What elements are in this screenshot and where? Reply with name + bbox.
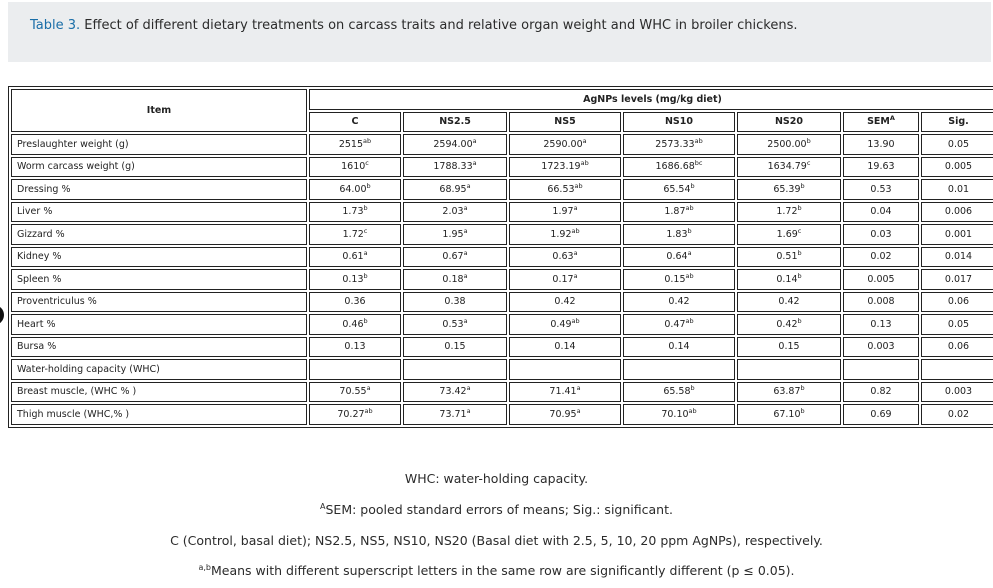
table-cell: 0.61$^a$	[309, 247, 401, 268]
table-caption-text: Effect of different dietary treatments on carcass traits and relative organ weight and WHC in broiler chickens.	[84, 18, 798, 33]
table-row	[11, 337, 993, 358]
column-header: C	[309, 112, 401, 133]
table-cell: 0.005	[921, 157, 993, 178]
table-cell: 0.42$^b$	[737, 314, 841, 335]
footnote-means: $^{a,b}$Means with different superscript letters in the same row are significantly different (p ≤ 0.05).	[198, 563, 795, 578]
table-cell: 73.42$^a$	[403, 382, 507, 403]
table-cell: 0.53	[843, 179, 919, 200]
table-cell: 0.03	[843, 224, 919, 245]
table-row	[11, 314, 993, 335]
table-cell: 70.10$^{ab}$	[623, 404, 735, 425]
table-cell: 1.73$^b$	[309, 202, 401, 223]
table-cell: 0.15	[737, 337, 841, 358]
row-label: Liver %	[11, 202, 307, 223]
table-row	[11, 404, 993, 425]
table-cell: 0.13	[309, 337, 401, 358]
table-cell: 1723.19$^{ab}$	[509, 157, 621, 178]
table-row	[11, 134, 993, 155]
table-cell: 0.05	[921, 134, 993, 155]
row-label: Gizzard %	[11, 224, 307, 245]
table-cell: 65.54$^b$	[623, 179, 735, 200]
table-cell: 1686.68$^{bc}$	[623, 157, 735, 178]
column-header: NS10	[623, 112, 735, 133]
table-cell: 0.005	[843, 269, 919, 290]
table-row	[11, 157, 993, 178]
group-header: AgNPs levels (mg/kg diet)	[309, 89, 993, 110]
table-row	[11, 382, 993, 403]
table-cell: 0.15$^{ab}$	[623, 269, 735, 290]
table-cell: 0.02	[843, 247, 919, 268]
table-cell: 65.58$^b$	[623, 382, 735, 403]
table-cell: 0.06	[921, 292, 993, 313]
table-cell: 70.55$^a$	[309, 382, 401, 403]
table-cell: 2.03$^a$	[403, 202, 507, 223]
table-cell: 0.64$^a$	[623, 247, 735, 268]
table-cell	[309, 359, 401, 380]
table-cell: 2594.00$^a$	[403, 134, 507, 155]
table-cell: 0.05	[921, 314, 993, 335]
column-header: NS20	[737, 112, 841, 133]
footnote-treatments: C (Control, basal diet); NS2.5, NS5, NS10, NS20 (Basal diet with 2.5, 5, 10, 20 ppm AgNPs), respectively.	[170, 533, 823, 548]
table-cell: 0.06	[921, 337, 993, 358]
table-cell: 1.97$^a$	[509, 202, 621, 223]
table-cell: 0.13	[843, 314, 919, 335]
table-cell	[737, 359, 841, 380]
row-label: Kidney %	[11, 247, 307, 268]
table-row	[11, 224, 993, 245]
table-row	[11, 179, 993, 200]
table-cell: 64.00$^b$	[309, 179, 401, 200]
table-caption-label[interactable]: Table 3.	[30, 18, 81, 33]
table-cell: 0.017	[921, 269, 993, 290]
table-cell: 2573.33$^{ab}$	[623, 134, 735, 155]
table-cell: 1.72$^c$	[309, 224, 401, 245]
table-cell: 70.27$^{ab}$	[309, 404, 401, 425]
table-cell: 1.69$^c$	[737, 224, 841, 245]
table-row	[11, 202, 993, 223]
table-cell: 0.42	[509, 292, 621, 313]
row-label: Water-holding capacity (WHC)	[11, 359, 307, 380]
table-cell: 71.41$^a$	[509, 382, 621, 403]
row-label: Preslaughter weight (g)	[11, 134, 307, 155]
table-cell: 0.14$^b$	[737, 269, 841, 290]
table-cell: 1788.33$^a$	[403, 157, 507, 178]
table-cell: 0.008	[843, 292, 919, 313]
table-cell: 0.014	[921, 247, 993, 268]
table-cell: 0.15	[403, 337, 507, 358]
row-label: Thigh muscle (WHC,% )	[11, 404, 307, 425]
table-cell: 0.01	[921, 179, 993, 200]
table-cell: 1.72$^b$	[737, 202, 841, 223]
table-cell: 65.39$^b$	[737, 179, 841, 200]
column-header: NS5	[509, 112, 621, 133]
item-header: Item	[11, 89, 307, 132]
table-cell: 0.53$^a$	[403, 314, 507, 335]
row-label: Spleen %	[11, 269, 307, 290]
table-cell: 0.82	[843, 382, 919, 403]
table-cell: 68.95$^a$	[403, 179, 507, 200]
column-header: NS2.5	[403, 112, 507, 133]
table-cell: 66.53$^{ab}$	[509, 179, 621, 200]
table-row	[11, 359, 993, 380]
table-cell: 2590.00$^a$	[509, 134, 621, 155]
table-cell: 0.69	[843, 404, 919, 425]
table-cell: 0.003	[843, 337, 919, 358]
table-cell: 1.83$^b$	[623, 224, 735, 245]
table-caption	[8, 2, 991, 62]
table-body	[11, 134, 993, 425]
table-cell: 0.13$^b$	[309, 269, 401, 290]
row-label: Worm carcass weight (g)	[11, 157, 307, 178]
table-cell: 73.71$^a$	[403, 404, 507, 425]
table-cell	[403, 359, 507, 380]
footnote-sem: $^A$SEM: pooled standard errors of means; Sig.: significant.	[320, 502, 673, 517]
table-cell	[921, 359, 993, 380]
table-cell: 0.04	[843, 202, 919, 223]
table-header-row-1	[11, 89, 993, 110]
footnote-whc: WHC: water-holding capacity.	[404, 471, 589, 486]
table-cell: 0.46$^b$	[309, 314, 401, 335]
table-cell: 0.51$^b$	[737, 247, 841, 268]
column-header: Sig.	[921, 112, 993, 133]
row-label: Bursa %	[11, 337, 307, 358]
row-label: Dressing %	[11, 179, 307, 200]
table-cell: 19.63	[843, 157, 919, 178]
table-cell: 13.90	[843, 134, 919, 155]
table-cell: 1.87$^{ab}$	[623, 202, 735, 223]
table-cell: 0.001	[921, 224, 993, 245]
table-row	[11, 247, 993, 268]
table-cell	[843, 359, 919, 380]
table-cell: $2515^{ab}$	[309, 134, 401, 155]
table-cell: 0.18$^a$	[403, 269, 507, 290]
table-cell	[623, 359, 735, 380]
table-cell: 0.003	[921, 382, 993, 403]
table-row	[11, 292, 993, 313]
table-cell: 2500.00$^b$	[737, 134, 841, 155]
scroll-edge-marker	[0, 305, 4, 325]
table-cell: 0.49$^{ab}$	[509, 314, 621, 335]
table-cell: 0.02	[921, 404, 993, 425]
row-label: Heart %	[11, 314, 307, 335]
table-row	[11, 269, 993, 290]
table-cell: 0.67$^a$	[403, 247, 507, 268]
row-label: Proventriculus %	[11, 292, 307, 313]
table-cell: 63.87$^b$	[737, 382, 841, 403]
table-cell: 0.63$^a$	[509, 247, 621, 268]
column-header: $SEM^A$	[843, 112, 919, 133]
table-cell: 0.14	[623, 337, 735, 358]
table-cell: 1610$^c$	[309, 157, 401, 178]
row-label: Breast muscle, (WHC % )	[11, 382, 307, 403]
table-cell: 0.17$^a$	[509, 269, 621, 290]
table-cell: 0.006	[921, 202, 993, 223]
table-cell: 0.42	[623, 292, 735, 313]
table-cell: 0.14	[509, 337, 621, 358]
results-table	[8, 86, 993, 428]
table-cell: 0.47$^{ab}$	[623, 314, 735, 335]
table-cell: 0.42	[737, 292, 841, 313]
table-cell: 0.38	[403, 292, 507, 313]
table-cell: 67.10$^b$	[737, 404, 841, 425]
table-cell: 1634.79$^c$	[737, 157, 841, 178]
table-cell	[509, 359, 621, 380]
table-cell: 1.95$^a$	[403, 224, 507, 245]
table-cell: 1.92$^{ab}$	[509, 224, 621, 245]
table-cell: 0.36	[309, 292, 401, 313]
table-cell: 70.95$^a$	[509, 404, 621, 425]
